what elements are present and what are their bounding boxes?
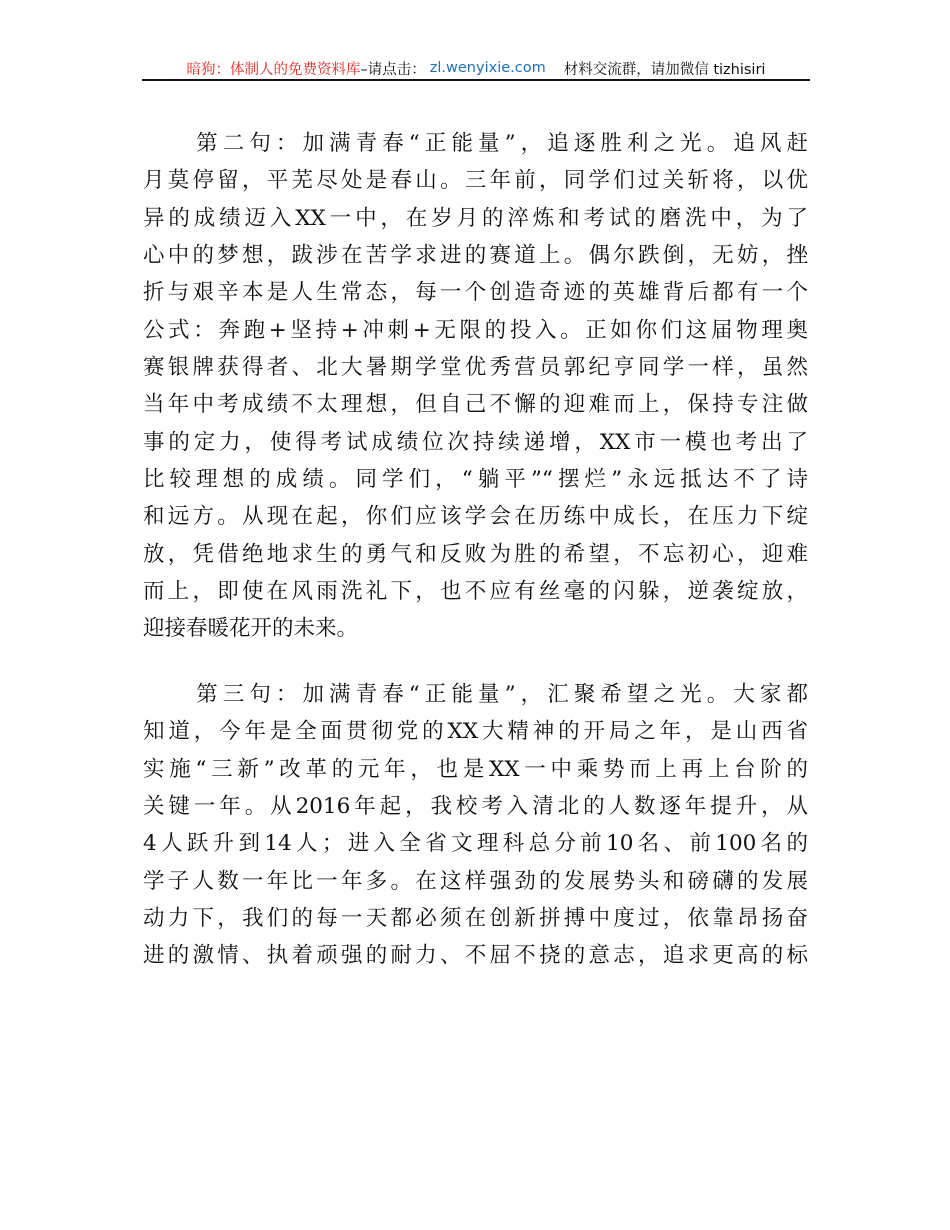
text-line: 赛银牌获得者、北大暑期学堂优秀营员郭纪亨同学一样，虽然	[143, 355, 808, 381]
text-line: 异的成绩迈入XX一中，在岁月的淬炼和考试的磨洗中，为了	[143, 205, 808, 231]
text-line: 心中的梦想，跋涉在苦学求进的赛道上。偶尔跌倒，无妨，挫	[143, 243, 808, 269]
text-line: 4人跃升到14人；进入全省文理科总分前10名、前100名的	[143, 831, 808, 857]
text-line: 折与艰辛本是人生常态，每一个创造奇迹的英雄背后都有一个	[143, 280, 808, 306]
site-name: 暗狗：体制人的免费资料库	[186, 61, 361, 78]
text-line: 第二句：加满青春“正能量”，追逐胜利之光。追风赶	[143, 131, 808, 156]
text-line: 当年中考成绩不太理想，但自己不懈的迎难而上，保持专注做	[143, 392, 808, 418]
text-line: 和远方。从现在起，你们应该学会在历练中成长，在压力下绽	[143, 504, 808, 530]
page-header	[142, 57, 810, 79]
text-line: 动力下，我们的每一天都必须在创新拼搏中度过，依靠昂扬奋	[143, 905, 808, 931]
text-line: 第三句：加满青春“正能量”，汇聚希望之光。大家都	[143, 681, 808, 707]
document-body	[143, 125, 808, 1003]
text-line: 关键一年。从2016年起，我校考入清北的人数逐年提升，从	[143, 793, 808, 819]
text-line: 公式：奔跑+坚持+冲刺+无限的投入。正如你们这届物理奥	[143, 317, 808, 343]
wechat-group-note: 材料交流群，请加微信 tizhisiri	[563, 61, 766, 78]
text-line: 实施“三新”改革的元年，也是XX一中乘势而上再上台阶的	[143, 756, 808, 782]
paragraph	[143, 125, 808, 648]
text-line: 进的激情、执着顽强的耐力、不屈不挠的意志，追求更高的标	[143, 943, 808, 969]
text-line: 放，凭借绝地求生的勇气和反败为胜的希望，不忘初心，迎难	[143, 541, 808, 567]
text-line: 知道，今年是全面贯彻党的XX大精神的开局之年，是山西省	[143, 719, 808, 745]
text-line: 月莫停留，平芜尽处是春山。三年前，同学们过关斩将，以优	[143, 168, 808, 194]
text-line: 比较理想的成绩。同学们，“躺平”“摆烂”永远抵达不了诗	[143, 467, 808, 493]
text-line: 而上，即使在风雨洗礼下，也不应有丝毫的闪躲，逆袭绽放，	[143, 579, 808, 605]
click-prompt: –请点击：	[360, 61, 426, 78]
text-line: 迎接春暖花开的未来。	[143, 616, 359, 642]
text-line: 学子人数一年比一年多。在这样强劲的发展势头和磅礴的发展	[143, 868, 808, 894]
site-link[interactable]: zl.wenyixie.com	[429, 60, 546, 76]
header-divider	[142, 79, 810, 81]
paragraph	[143, 676, 808, 975]
text-line: 事的定力，使得考试成绩位次持续递增，XX市一模也考出了	[143, 429, 808, 455]
